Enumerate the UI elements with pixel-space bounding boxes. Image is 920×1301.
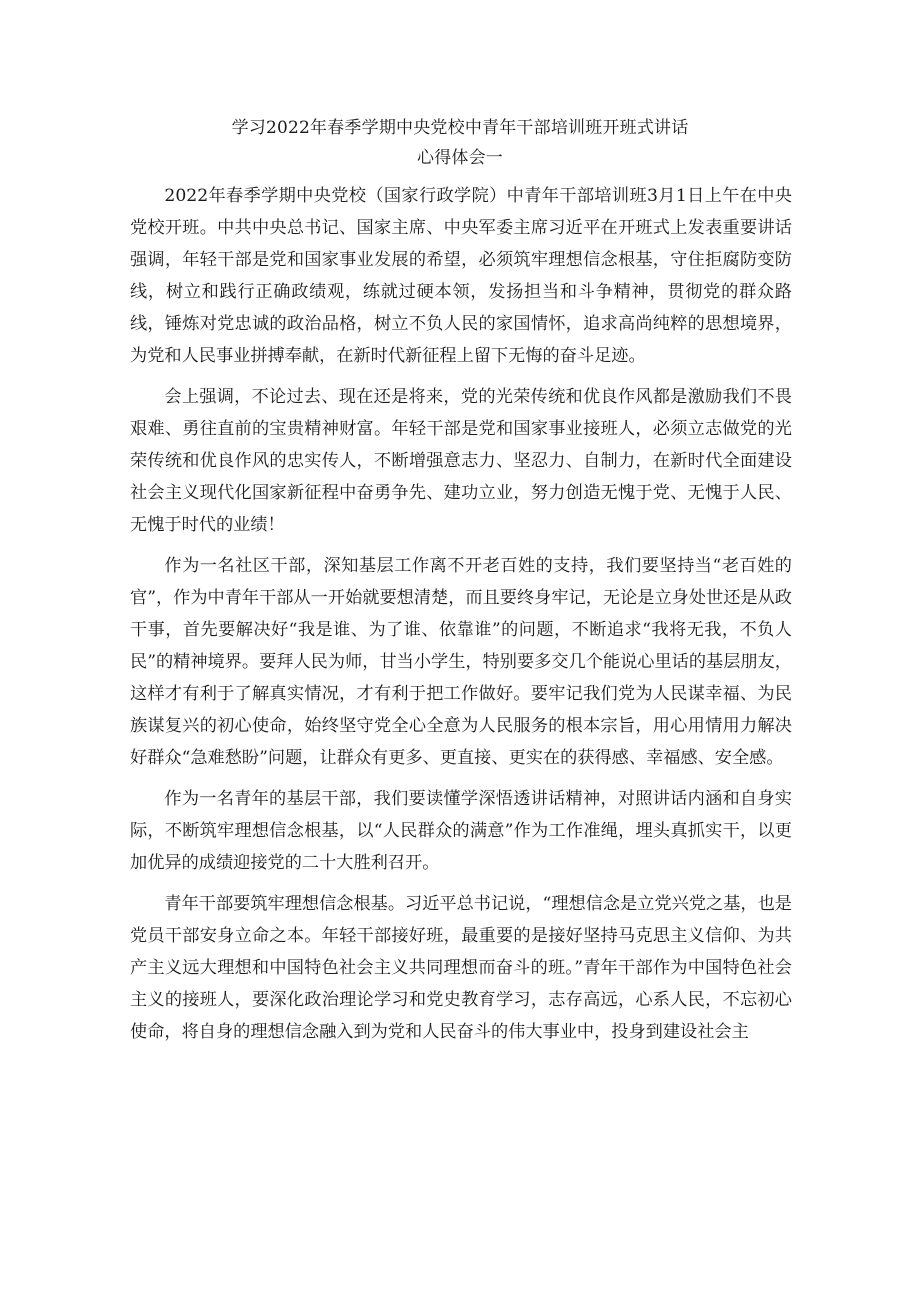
paragraph: 作为一名青年的基层干部，我们要读懂学深悟透讲话精神，对照讲话内涵和自身实际，不断筑牢理想信念根基，以“人民群众的满意”作为工作准绳，埋头真抓实干，以更加优异的成绩迎接党的二十大胜利召开。: [130, 789, 792, 873]
paragraph: 会上强调，不论过去、现在还是将来，党的光荣传统和优良作风都是激励我们不畏艰难、勇往直前的宝贵精神财富。年轻干部是党和国家事业接班人，必须立志做党的光荣传统和优良作风的忠实传人，不断增强意志力、坚忍力、自制力，在新时代全面建设社会主义现代化国家新征程中奋勇争先、建功立业，努力创造无愧于党、无愧于人民、无愧于时代的业绩！: [130, 387, 792, 535]
paragraph: 青年干部要筑牢理想信念根基。习近平总书记说，“理想信念是立党兴党之基，也是党员干部安身立命之本。年轻干部接好班，最重要的是接好坚持马克思主义信仰、为共产主义远大理想和中国特色社会主义共同理想而奋斗的班。”青年干部作为中国特色社会主义的接班人，要深化政治理论学习和党史教育学习，志存高远，心系人民，不忘初心使命，将自身的理想信念融入到为党和人民奋斗的伟大事业中，投身到建设社会主: [130, 894, 792, 1042]
document-subtitle: 心得体会一: [417, 148, 503, 168]
paragraph: 2022年春季学期中央党校（国家行政学院）中青年干部培训班3月1日上午在中央党校开班。中共中央总书记、国家主席、中央军委主席习近平在开班式上发表重要讲话强调，年轻干部是党和国家事业发展的希望，必须筑牢理想信念根基，守住拒腐防变防线，树立和践行正确政绩观，练就过硬本领，发扬担当和斗争精神，贯彻党的群众路线，锤炼对党忠诚的政治品格，树立不负人民的家国情怀，追求高尚纯粹的思想境界，为党和人民事业拼搏奉献，在新时代新征程上留下无悔的奋斗足迹。: [130, 186, 792, 366]
paragraph: 作为一名社区干部，深知基层工作离不开老百姓的支持，我们要坚持当“老百姓的官”，作为中青年干部从一开始就要想清楚，而且要终身牢记，无论是立身处世还是从政干事，首先要解决好“我是谁、为了谁、依靠谁”的问题，不断追求“我将无我，不负人民”的精神境界。要拜人民为师，甘当小学生，特别要多交几个能说心里话的基层朋友，这样才有利于了解真实情况，才有利于把工作做好。要牢记我们党为人民谋幸福、为民族谋复兴的初心使命，始终坚守党全心全意为人民服务的根本宗旨，用心用情用力解决好群众“急难愁盼”问题，让群众有更多、更直接、更实在的获得感、幸福感、安全感。: [130, 556, 792, 768]
document-body: [130, 180, 792, 1057]
document-title: 学习2022年春季学期中央党校中青年干部培训班开班式讲话: [231, 118, 689, 138]
